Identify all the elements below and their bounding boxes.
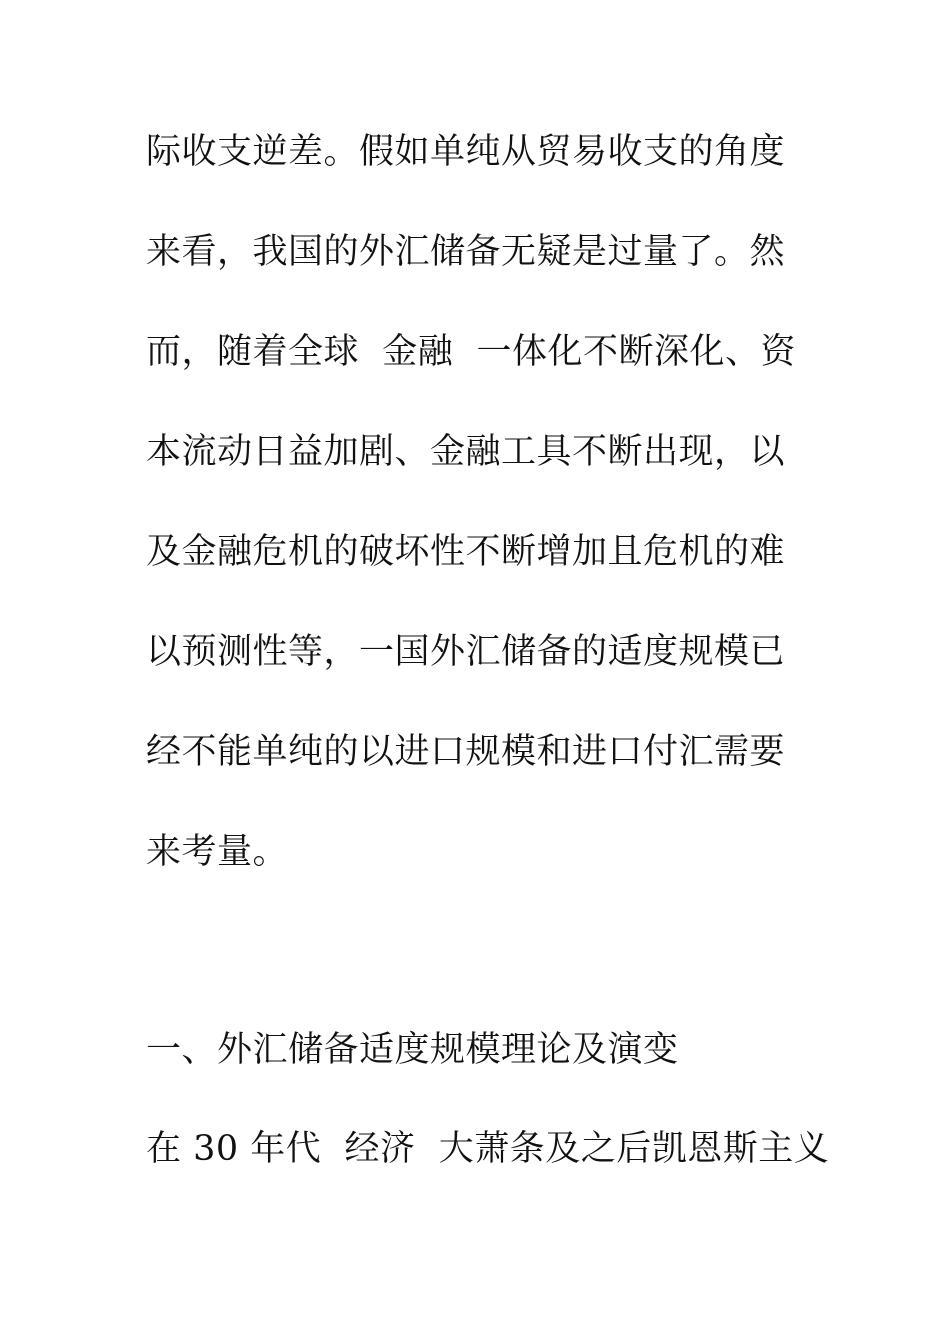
paragraph-line: 及金融危机的破坏性不断增加且危机的难	[146, 532, 786, 572]
section-first-line: 在 30 年代 经济 大萧条及之后凯恩斯主义	[146, 1129, 830, 1169]
paragraph-line: 来看，我国的外汇储备无疑是过量了。然	[146, 232, 786, 272]
paragraph-line: 经不能单纯的以进口规模和进口付汇需要	[146, 732, 786, 772]
paragraph-line: 而，随着全球 金融 一体化不断深化、资	[146, 332, 797, 372]
paragraph-line: 来考量。	[146, 832, 289, 872]
paragraph-line: 际收支逆差。假如单纯从贸易收支的角度	[146, 132, 786, 172]
section-heading: 一、外汇储备适度规模理论及演变	[146, 1030, 679, 1070]
paragraph-line: 以预测性等，一国外汇储备的适度规模已	[146, 632, 786, 672]
paragraph-line: 本流动日益加剧、金融工具不断出现，以	[146, 432, 786, 472]
